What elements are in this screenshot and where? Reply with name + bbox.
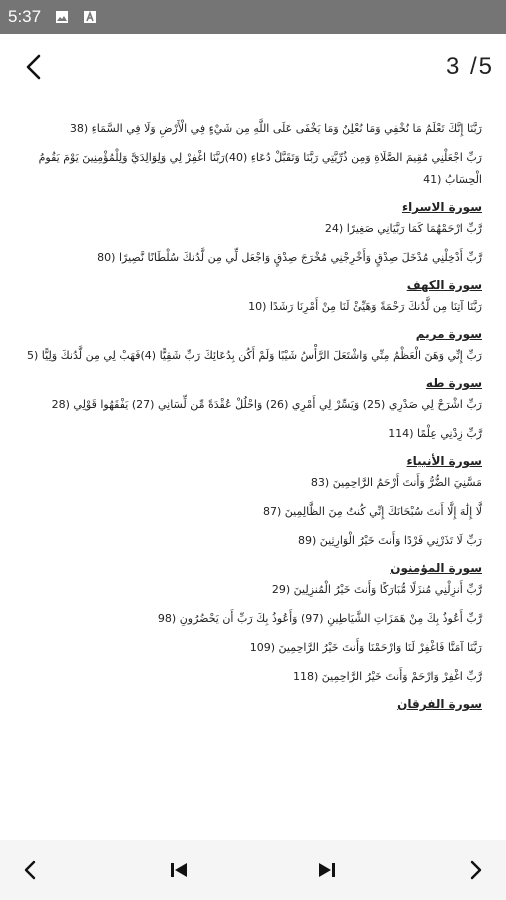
verse-text: رَبِّ اجْعَلْنِي مُقِيمَ الصَّلَاةِ وَمِن ذُرِّيَّتِي رَبَّنَا وَتَقَبَّلْ دُعَاءِ (40)رَبَّنَا اغْفِرْ لِي وَلِوَالِدَيَّ وَلِلْمُؤْمِنِينَ يَوْمَ يَقُومُ الْحِسَابُ (41	[38, 151, 482, 186]
last-button[interactable]	[297, 840, 357, 900]
surah-heading: سورة الفرقان	[397, 697, 482, 711]
verse-text: رَبَّنَا آتِنَا مِن لَّدُنكَ رَحْمَةً وَهَيِّئْ لَنَا مِنْ أَمْرِنَا رَشَدًا (10	[248, 300, 482, 313]
bottom-navigation-bar	[0, 840, 506, 900]
surah-heading: سورة الاسراء	[401, 200, 482, 214]
verse-text: رَبِّ لَا تَذَرْنِي فَرْدًا وَأَنتَ خَيْرُ الْوَارِثِينَ (89	[297, 534, 482, 547]
surah-heading: سورة طه	[425, 376, 482, 390]
verse-text: رَّبِّ ارْحَمْهُمَا كَمَا رَبَّيَانِي صَغِيرًا (24	[324, 222, 482, 235]
chevron-left-icon	[22, 859, 38, 881]
verse-text: رَبَّنَا إِنَّكَ تَعْلَمُ مَا نُخْفِي وَمَا نُعْلِنُ وَمَا يَخْفَى عَلَى اللَّهِ مِن شَيْءٍ فِي الْأَرْضِ وَلَا فِي السَّمَاءِ (38	[69, 122, 482, 135]
image-icon	[55, 10, 69, 24]
verse-text: رَّبِّ أَعُوذُ بِكَ مِنْ هَمَزَاتِ الشَّيَاطِينِ (97) وَأَعُوذُ بِكَ رَبِّ أَن يَحْضُرُونِ (98	[157, 612, 482, 625]
verse-text: رَبِّ اشْرَحْ لِي صَدْرِي (25) وَيَسِّرْ لِي أَمْرِي (26) وَاحْلُلْ عُقْدَةً مِّن لِّسَانِي (27) يَفْقَهُوا قَوْلِي (28	[51, 398, 482, 411]
surah-heading: سورة الأنبياء	[406, 454, 482, 468]
page-counter: 3 /5	[445, 53, 494, 80]
chevron-left-icon	[23, 53, 45, 81]
verse-text: لَّا إِلَٰهَ إِلَّا أَنتَ سُبْحَانَكَ إِنِّي كُنتُ مِنَ الظَّالِمِينَ (87	[262, 505, 482, 518]
a-box-icon	[83, 10, 97, 24]
verse-text: رَبَّنَا آمَنَّا فَاغْفِرْ لَنَا وَارْحَمْنَا وَأَنتَ خَيْرُ الرَّاحِمِينَ (109	[249, 641, 482, 654]
surah-heading: سورة مريم	[415, 327, 482, 341]
app-bar	[0, 34, 506, 100]
verse-text: رَّبِّ اغْفِرْ وَارْحَمْ وَأَنتَ خَيْرُ الرَّاحِمِينَ (118	[293, 670, 482, 683]
verse-text: رَّبِّ أَنزِلْنِي مُنزَلًا مُّبَارَكًا وَأَنتَ خَيْرُ الْمُنزِلِينَ (29	[271, 583, 482, 596]
verse-text: رَبِّ إِنِّي وَهَنَ الْعَظْمُ مِنِّي وَاشْتَعَلَ الرَّأْسُ شَيْبًا وَلَمْ أَكُن بِدُعَائِكَ رَبِّ شَقِيًّا (4)فَهَبْ لِي مِن لَّدُنكَ وَلِيًّا (5	[27, 349, 482, 362]
prev-button[interactable]	[0, 840, 60, 900]
status-bar	[0, 0, 506, 34]
skip-next-icon	[317, 860, 337, 880]
surah-heading: سورة الكهف	[406, 278, 482, 292]
verse-text: مَسَّنِيَ الضُّرُّ وَأَنتَ أَرْحَمُ الرَّاحِمِينَ (83	[310, 476, 482, 489]
dua-content	[26, 118, 482, 715]
back-button[interactable]	[6, 39, 62, 95]
first-button[interactable]	[149, 840, 209, 900]
skip-previous-icon	[169, 860, 189, 880]
verse-text: رَّبِّ أَدْخِلْنِي مُدْخَلَ صِدْقٍ وَأَخْرِجْنِي مُخْرَجَ صِدْقٍ وَاجْعَل لِّي مِن لَّدُنكَ سُلْطَانًا نَّصِيرًا (80	[97, 251, 482, 264]
verse-text: رَّبِّ زِدْنِي عِلْمًا (114	[388, 427, 482, 440]
next-button[interactable]	[446, 840, 506, 900]
surah-heading: سورة المؤمنون	[390, 561, 482, 575]
status-time: 5:37	[8, 7, 42, 26]
chevron-right-icon	[468, 859, 484, 881]
